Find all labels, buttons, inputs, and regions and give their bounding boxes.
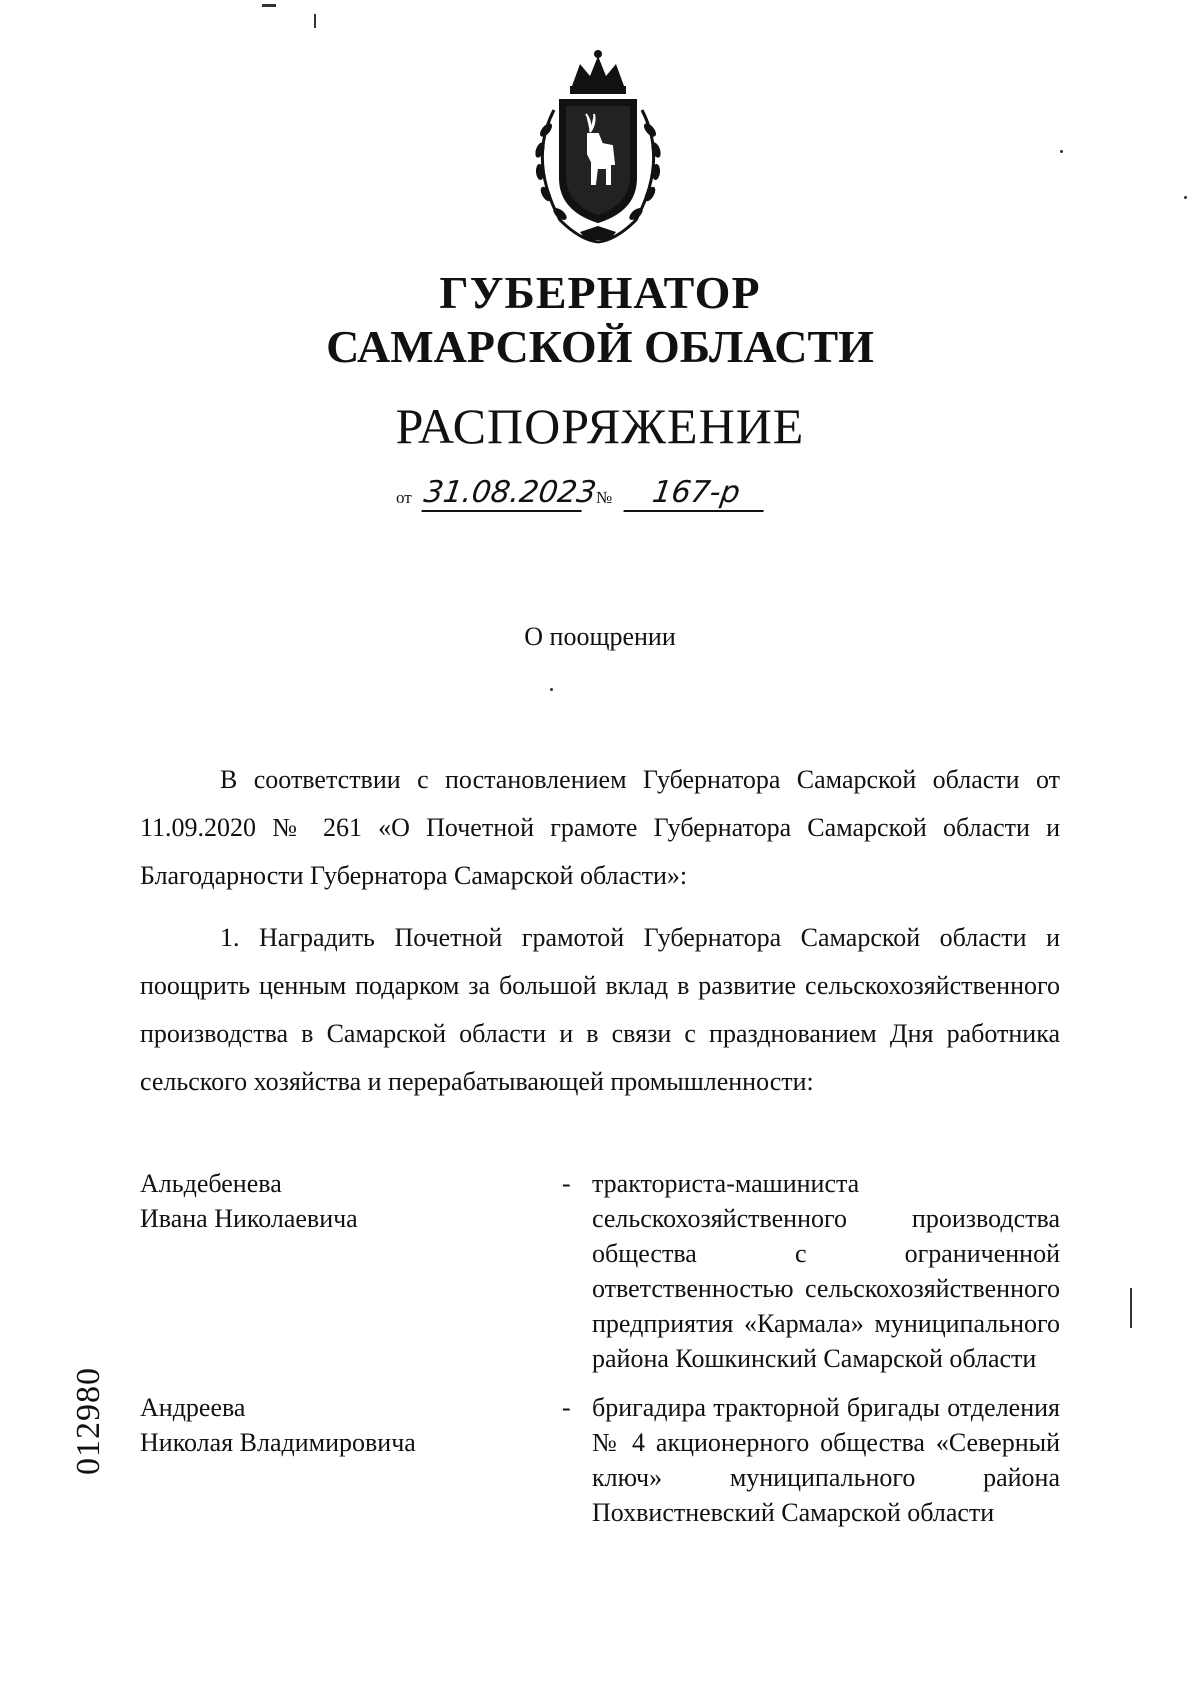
scan-speck <box>550 688 553 691</box>
issuer-title-line1: ГУБЕРНАТОР <box>439 267 761 318</box>
awardee-name <box>140 1166 520 1236</box>
entry-dash: - <box>562 1393 571 1422</box>
scan-speck <box>262 4 276 7</box>
form-serial-number: 012980 <box>70 1367 107 1475</box>
awardee-given-names: Николая Владимировича <box>140 1428 416 1457</box>
date-number-line <box>396 474 816 514</box>
document-type: РАСПОРЯЖЕНИЕ <box>395 398 805 454</box>
scan-speck <box>1184 196 1187 199</box>
date-from-label: от <box>396 488 412 507</box>
awardee-name <box>140 1390 520 1460</box>
awardee-given-names: Ивана Николаевича <box>140 1204 358 1233</box>
awardee-surname: Альдебенева <box>140 1169 282 1198</box>
coat-of-arms-icon <box>510 50 686 246</box>
number-label: № <box>596 488 613 507</box>
document-subject: О поощрении <box>524 622 676 651</box>
issuer-title-line2: САМАРСКОЙ ОБЛАСТИ <box>326 321 874 372</box>
handwritten-date: 31.08.2023 <box>421 475 599 510</box>
awardee-position: тракториста-машиниста сельскохозяйственного производства общества с ограниченной ответственностью сельскохозяйственного предприятия «Кармала» муниципального района Кошкинский Самарской области <box>592 1169 1060 1373</box>
scan-speck <box>1060 150 1063 153</box>
preamble-paragraph: В соответствии с постановлением Губернатора Самарской области от 11.09.2020 № 261 «О Почетной грамоте Губернатора Самарской области и Благодарности Губернатора Самарской области»: <box>140 765 1060 890</box>
entry-dash: - <box>562 1169 571 1198</box>
awardee-position: бригадира тракторной бригады отделения № 4 акционерного общества «Северный ключ» муниципального района Похвистневский Самарской области <box>592 1393 1060 1527</box>
scan-speck <box>314 14 316 28</box>
awardee-surname: Андреева <box>140 1393 246 1422</box>
handwritten-number: 167-р <box>623 476 768 512</box>
scan-speck <box>1130 1288 1132 1328</box>
award-paragraph: 1. Наградить Почетной грамотой Губернатора Самарской области и поощрить ценным подарком за большой вклад в развитие сельскохозяйственного производства в Самарской области и в связи с празднованием Дня работника сельского хозяйства и перерабатывающей промышленности: <box>140 923 1060 1096</box>
